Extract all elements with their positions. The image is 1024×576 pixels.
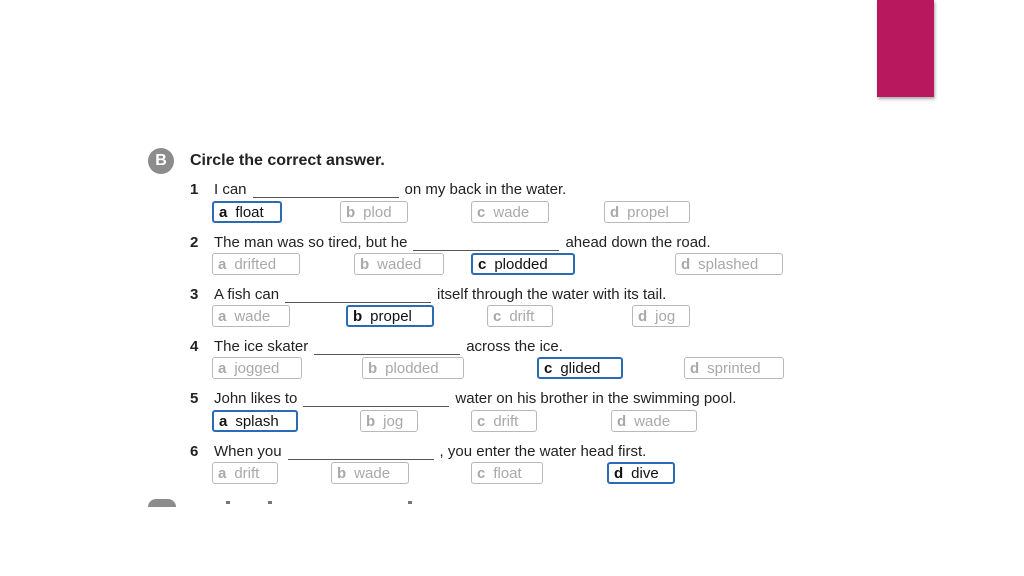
instruction-text: Circle the correct answer. xyxy=(190,152,385,169)
option-word: drift xyxy=(509,307,535,325)
option-3c[interactable] xyxy=(487,305,553,327)
option-1a-selected[interactable] xyxy=(212,201,282,223)
question-text-after: itself through the water with its tail. xyxy=(437,286,667,303)
option-word: propel xyxy=(370,307,412,325)
option-word: waded xyxy=(377,255,422,273)
option-letter: c xyxy=(493,307,502,325)
question-number: 3 xyxy=(190,286,199,303)
option-letter: d xyxy=(617,412,627,430)
option-word: float xyxy=(235,203,264,221)
question-text-after: , you enter the water head first. xyxy=(439,443,647,460)
option-letter: a xyxy=(218,359,227,377)
option-letter: c xyxy=(477,464,486,482)
question-text-after: ahead down the road. xyxy=(565,234,711,251)
option-word: jog xyxy=(655,307,676,325)
option-letter: a xyxy=(219,203,228,221)
option-letter: c xyxy=(477,203,486,221)
option-word: jogged xyxy=(234,359,280,377)
option-letter: b xyxy=(368,359,378,377)
question-number: 5 xyxy=(190,390,199,407)
option-1d[interactable] xyxy=(604,201,690,223)
option-2c-selected[interactable] xyxy=(471,253,575,275)
option-letter: c xyxy=(478,255,487,273)
question-3 xyxy=(190,283,666,303)
question-text-before: John likes to xyxy=(214,390,298,407)
next-section-badge xyxy=(148,499,176,507)
option-3a[interactable] xyxy=(212,305,290,327)
answer-blank xyxy=(253,183,399,198)
option-letter: d xyxy=(690,359,700,377)
exercise-header xyxy=(148,148,385,174)
option-4a[interactable] xyxy=(212,357,302,379)
option-5b[interactable] xyxy=(360,410,418,432)
option-word: drift xyxy=(493,412,519,430)
option-5c[interactable] xyxy=(471,410,537,432)
option-5d[interactable] xyxy=(611,410,697,432)
option-letter: c xyxy=(477,412,486,430)
option-letter: a xyxy=(219,412,228,430)
answer-blank xyxy=(303,392,449,407)
option-4d[interactable] xyxy=(684,357,784,379)
question-number: 1 xyxy=(190,181,199,198)
question-5 xyxy=(190,387,736,407)
question-text-after: on my back in the water. xyxy=(404,181,567,198)
option-letter: b xyxy=(366,412,376,430)
option-6c[interactable] xyxy=(471,462,543,484)
option-2b[interactable] xyxy=(354,253,444,275)
option-1b[interactable] xyxy=(340,201,408,223)
question-1 xyxy=(190,178,566,198)
answer-blank xyxy=(413,236,559,251)
option-word: wade xyxy=(234,307,271,325)
option-letter: a xyxy=(218,307,227,325)
option-word: wade xyxy=(634,412,671,430)
option-letter: d xyxy=(610,203,620,221)
option-letter: d xyxy=(614,464,624,482)
section-badge: B xyxy=(148,148,174,174)
option-word: splashed xyxy=(698,255,759,273)
next-section-text-fragment xyxy=(226,501,426,505)
option-6d-selected[interactable] xyxy=(607,462,675,484)
question-number: 6 xyxy=(190,443,199,460)
option-word: wade xyxy=(493,203,530,221)
option-4b[interactable] xyxy=(362,357,464,379)
question-4 xyxy=(190,335,563,355)
option-word: drift xyxy=(234,464,260,482)
option-word: jog xyxy=(383,412,404,430)
option-letter: d xyxy=(638,307,648,325)
option-word: drifted xyxy=(234,255,277,273)
answer-blank xyxy=(314,340,460,355)
answer-blank xyxy=(288,445,434,460)
option-5a-selected[interactable] xyxy=(212,410,298,432)
option-letter: a xyxy=(218,464,227,482)
option-letter: b xyxy=(360,255,370,273)
option-2a[interactable] xyxy=(212,253,300,275)
option-3b-selected[interactable] xyxy=(346,305,434,327)
question-text-before: A fish can xyxy=(214,286,280,303)
question-number: 2 xyxy=(190,234,199,251)
option-4c-selected[interactable] xyxy=(537,357,623,379)
option-word: plodded xyxy=(494,255,548,273)
option-word: dive xyxy=(631,464,659,482)
question-text-before: The man was so tired, but he xyxy=(214,234,408,251)
option-word: propel xyxy=(627,203,669,221)
question-text-after: across the ice. xyxy=(466,338,563,355)
option-word: splash xyxy=(235,412,279,430)
question-text-before: When you xyxy=(214,443,282,460)
option-word: plod xyxy=(363,203,392,221)
question-2 xyxy=(190,231,711,251)
option-letter: b xyxy=(346,203,356,221)
answer-blank xyxy=(285,288,431,303)
option-word: plodded xyxy=(385,359,439,377)
option-letter: a xyxy=(218,255,227,273)
option-word: float xyxy=(493,464,522,482)
option-2d[interactable] xyxy=(675,253,783,275)
question-text-before: The ice skater xyxy=(214,338,309,355)
option-3d[interactable] xyxy=(632,305,690,327)
accent-bar xyxy=(877,0,934,97)
option-1c[interactable] xyxy=(471,201,549,223)
option-letter: c xyxy=(544,359,553,377)
option-letter: b xyxy=(353,307,363,325)
question-text-before: I can xyxy=(214,181,247,198)
option-letter: b xyxy=(337,464,347,482)
option-word: wade xyxy=(354,464,391,482)
question-text-after: water on his brother in the swimming pool. xyxy=(455,390,737,407)
option-6b[interactable] xyxy=(331,462,409,484)
option-word: glided xyxy=(560,359,601,377)
question-6 xyxy=(190,440,646,460)
question-number: 4 xyxy=(190,338,199,355)
option-word: sprinted xyxy=(707,359,761,377)
option-letter: d xyxy=(681,255,691,273)
option-6a[interactable] xyxy=(212,462,278,484)
